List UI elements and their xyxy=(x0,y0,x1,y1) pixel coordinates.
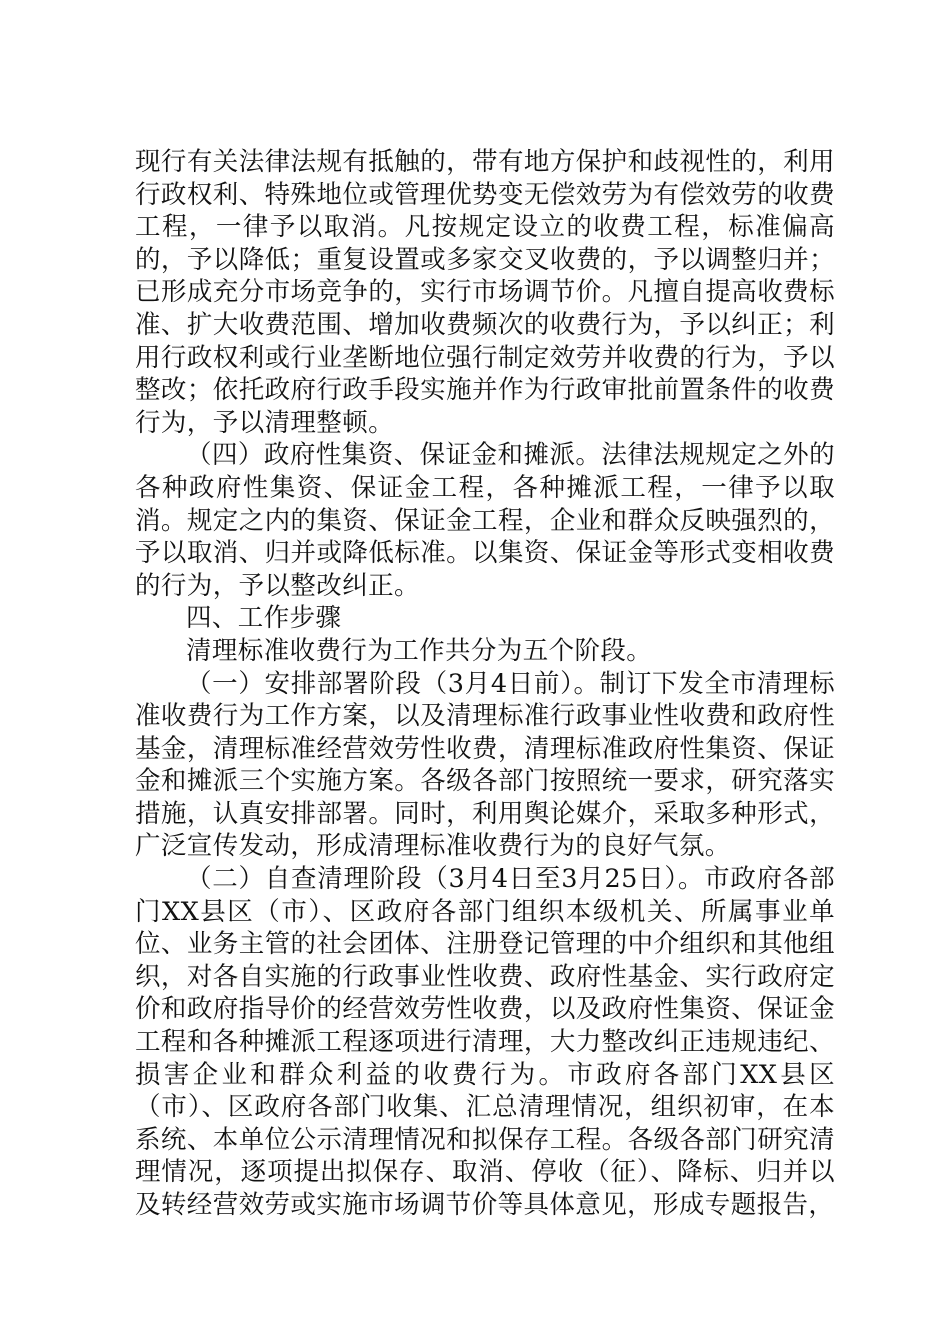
body-paragraph-2: （四）政府性集资、保证金和摊派。法律法规规定之外的各种政府性集资、保证金工程，各种摊派工程，一律予以取消。规定之内的集资、保证金工程，企业和群众反映强烈的，予以取消、归并或降低标准。以集资、保证金等形式变相收费的行为，予以整改纠正。 xyxy=(135,440,835,601)
section-heading: 四、工作步骤 xyxy=(186,603,342,634)
body-paragraph-4: （一）安排部署阶段（3月4日前）。制订下发全市清理标准收费行为工作方案，以及清理标准行政事业性收费和政府性基金，清理标准经营效劳性收费，清理标准政府性集资、保证金和摊派三个实施方案。各级各部门按照统一要求，研究落实措施，认真安排部署。同时，利用舆论媒介，采取多种形式，广泛宣传发动，形成清理标准收费行为的良好气氛。 xyxy=(135,668,835,862)
body-paragraph-5: （二）自查清理阶段（3月4日至3月25日）。市政府各部门XX县区（市）、区政府各部门组织本级机关、所属事业单位、业务主管的社会团体、注册登记管理的中介组织和其他组织，对各自实施的行政事业性收费、政府性基金、实行政府定价和政府指导价的经营效劳性收费，以及政府性集资、保证金工程和各种摊派工程逐项进行清理，大力整改纠正违规违纪、损害企业和群众利益的收费行为。市政府各部门XX县区（市）、区政府各部门收集、汇总清理情况，组织初审，在本系统、本单位公示清理情况和拟保存工程。各级各部门研究清理情况，逐项提出拟保存、取消、停收（征）、降标、归并以及转经营效劳或实施市场调节价等具体意见，形成专题报告， xyxy=(135,864,835,1220)
document-body xyxy=(135,146,835,1222)
body-paragraph-3: 清理标准收费行为工作共分为五个阶段。 xyxy=(186,635,653,666)
body-paragraph-1: 现行有关法律法规有抵触的，带有地方保护和歧视性的，利用行政权利、特殊地位或管理优势变无偿效劳为有偿效劳的收费工程，一律予以取消。凡按规定设立的收费工程，标准偏高的，予以降低；重复设置或多家交叉收费的，予以调整归并；已形成充分市场竞争的，实行市场调节价。凡擅自提高收费标准、扩大收费范围、增加收费频次的收费行为，予以纠正；利用行政权利或行业垄断地位强行制定效劳并收费的行为，予以整改；依托政府行政手段实施并作为行政审批前置条件的收费行为，予以清理整顿。 xyxy=(135,147,835,438)
